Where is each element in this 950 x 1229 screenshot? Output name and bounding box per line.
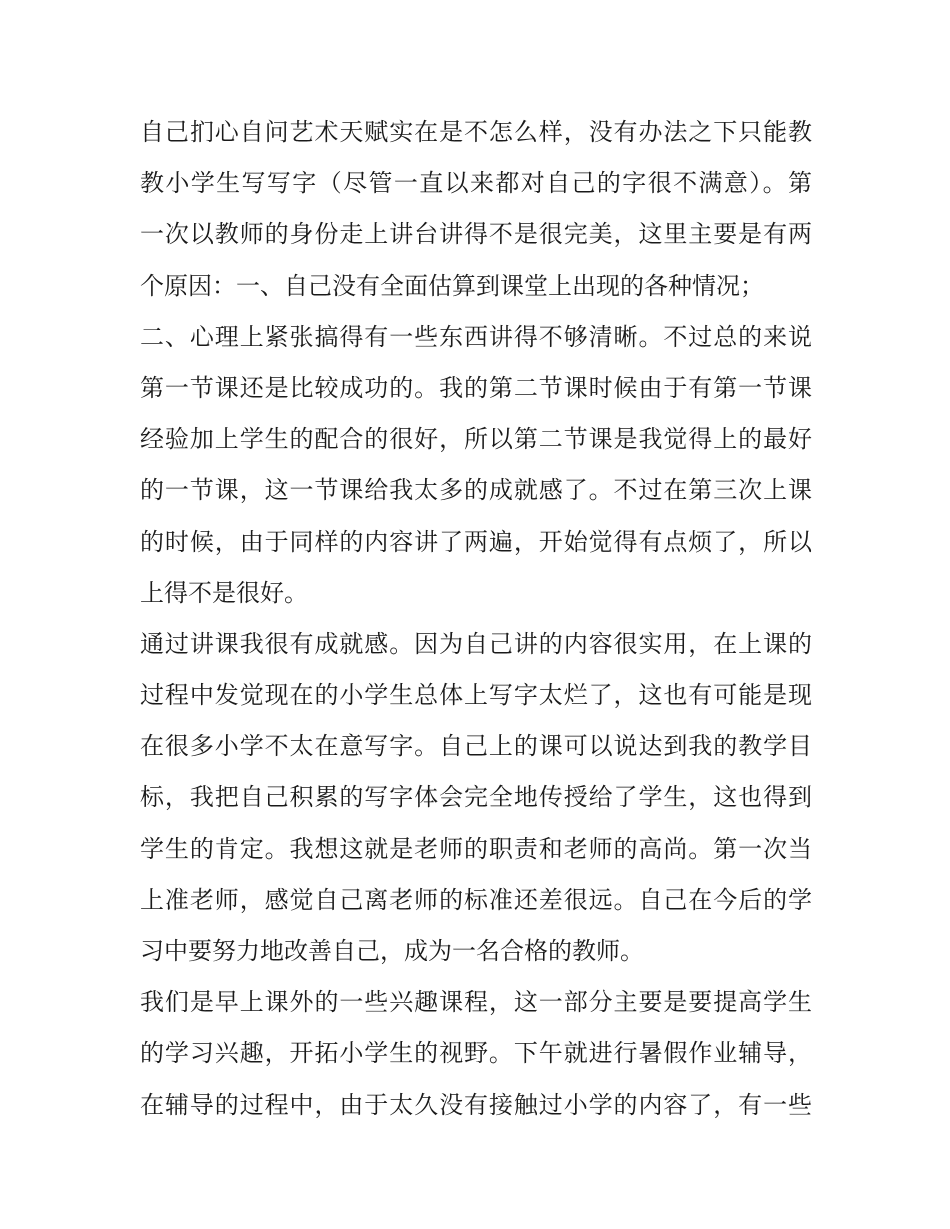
- text-line: 上准老师，感觉自己离老师的标准还差很远。自己在今后的学: [140, 885, 812, 914]
- text-line: 通过讲课我很有成就感。因为自己讲的内容很实用，在上课的: [140, 629, 812, 658]
- text-line: 在很多小学不太在意写字。自己上的课可以说达到我的教学目: [140, 732, 812, 761]
- text-line: 标，我把自己积累的写字体会完全地传授给了学生，这也得到: [140, 783, 812, 812]
- text-line: 自己扪心自问艺术天赋实在是不怎么样，没有办法之下只能教: [140, 118, 812, 146]
- text-line: 个原因：一、自己没有全面估算到课堂上出现的各种情况；: [140, 271, 764, 300]
- text-line: 教小学生写写字（尽管一直以来都对自己的字很不满意）。第: [140, 169, 812, 198]
- text-line: 的时候，由于同样的内容讲了两遍，开始觉得有点烦了，所以: [140, 527, 812, 556]
- text-line: 上得不是很好。: [140, 578, 308, 607]
- text-line: 的一节课，这一节课给我太多的成就感了。不过在第三次上课: [140, 476, 812, 505]
- text-line: 习中要努力地改善自己，成为一名合格的教师。: [140, 937, 644, 965]
- text-line: 我们是早上课外的一些兴趣课程，这一部分主要是要提高学生: [140, 988, 812, 1017]
- text-line: 在辅导的过程中，由于太久没有接触过小学的内容了，有一些: [140, 1090, 812, 1119]
- text-line: 过程中发觉现在的小学生总体上写字太烂了，这也有可能是现: [140, 681, 812, 710]
- text-line: 的学习兴趣，开拓小学生的视野。下午就进行暑假作业辅导，: [140, 1039, 812, 1068]
- text-line: 第一节课还是比较成功的。我的第二节课时候由于有第一节课: [140, 373, 812, 402]
- text-line: 一次以教师的身份走上讲台讲得不是很完美，这里主要是有两: [140, 220, 812, 249]
- text-line: 二、心理上紧张搞得有一些东西讲得不够清晰。不过总的来说: [140, 322, 812, 351]
- text-line: 学生的肯定。我想这就是老师的职责和老师的高尚。第一次当: [140, 834, 812, 863]
- text-line: 经验加上学生的配合的很好，所以第二节课是我觉得上的最好: [140, 425, 812, 454]
- document-text-body: [140, 107, 812, 1131]
